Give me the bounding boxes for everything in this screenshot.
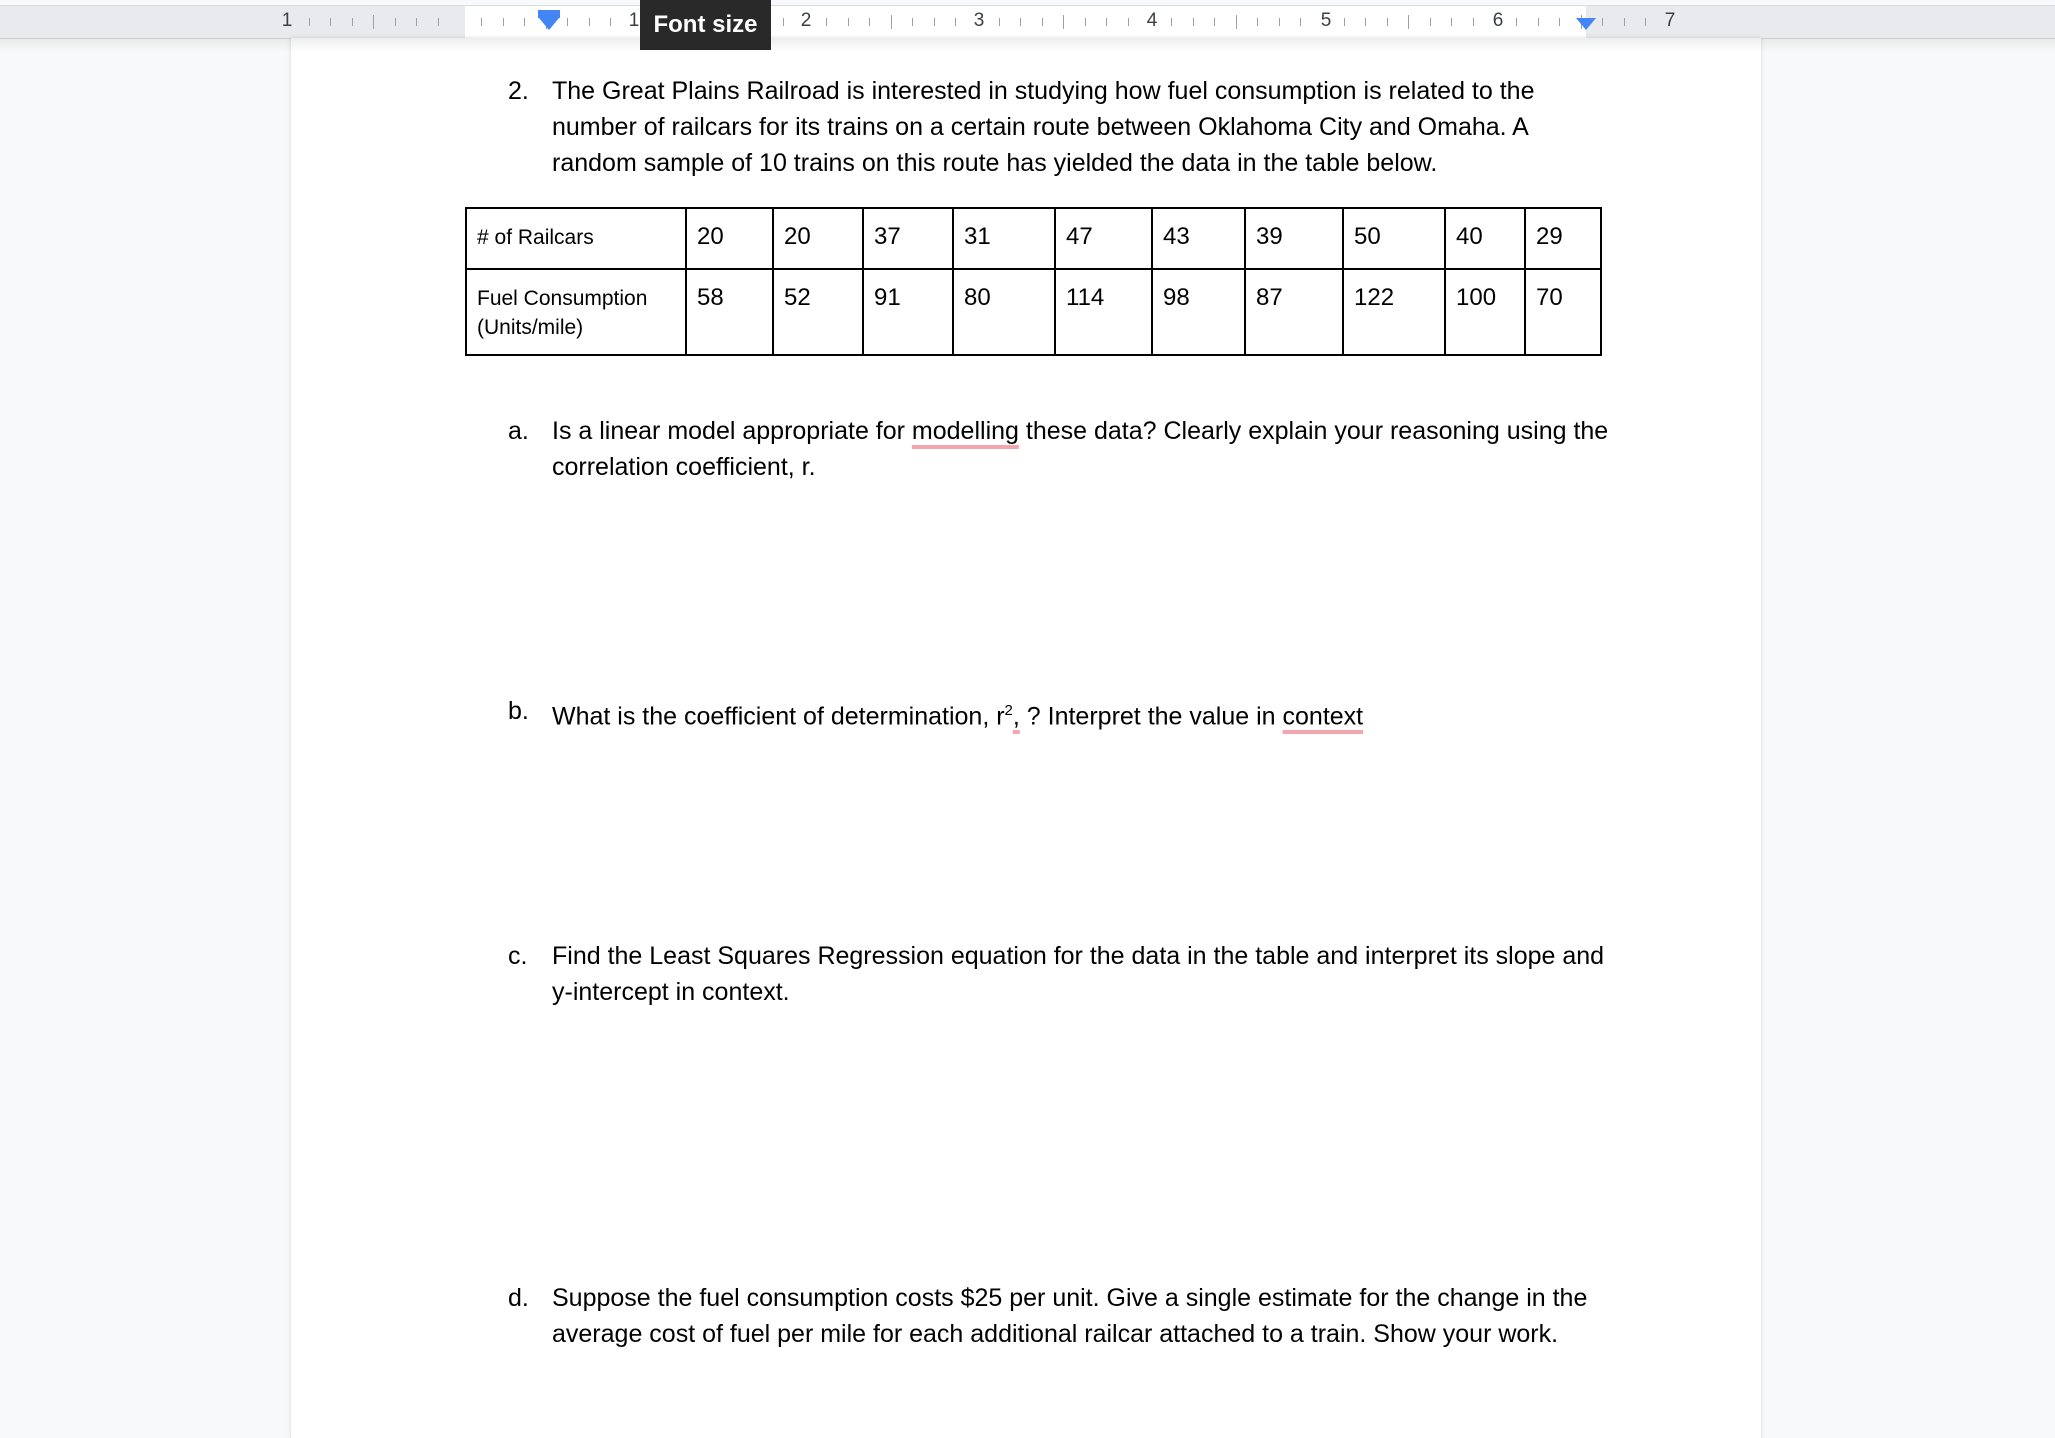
ruler-tick <box>1128 18 1129 26</box>
table-cell: 29 <box>1525 208 1601 269</box>
ruler-number: 2 <box>800 10 812 31</box>
ruler-tick <box>610 18 611 26</box>
ruler-tick <box>1300 18 1301 26</box>
font-size-tooltip: Font size <box>640 0 771 50</box>
ruler-tick <box>1106 18 1107 26</box>
ruler-tick <box>1602 18 1603 26</box>
table-cell: 31 <box>953 208 1055 269</box>
ruler-tick <box>1344 18 1345 26</box>
table-cell: 20 <box>686 208 773 269</box>
part-letter: a. <box>508 417 529 445</box>
ruler-tick <box>848 18 849 26</box>
table-row-railcars <box>466 208 1601 269</box>
table-cell: 50 <box>1343 208 1445 269</box>
ruler-tick <box>373 15 374 29</box>
horizontal-ruler[interactable] <box>0 5 2055 39</box>
ruler-tick <box>1236 15 1237 29</box>
superscript: 2 <box>1004 702 1013 719</box>
ruler-tick <box>503 18 504 26</box>
ruler-tick <box>1063 15 1064 29</box>
part-text: Find the Least Squares Regression equation for the data in the table and interpret its slope and y-intercept in context. <box>552 942 1605 1006</box>
table-cell: 20 <box>773 208 863 269</box>
ruler-tick <box>1408 15 1409 29</box>
table-cell: 70 <box>1525 269 1601 355</box>
document-page[interactable] <box>291 38 1761 1438</box>
ruler-tick <box>1085 18 1086 26</box>
spellcheck-underline-word[interactable]: modelling <box>911 417 1019 445</box>
table-cell: 87 <box>1245 269 1343 355</box>
part-letter: b. <box>508 697 529 725</box>
ruler-tick <box>567 18 568 26</box>
ruler-tick <box>352 18 353 26</box>
ruler-tick <box>891 15 892 29</box>
ruler-tick <box>1193 18 1194 26</box>
ruler-tick <box>481 18 482 26</box>
spellcheck-underline-word[interactable]: , <box>1012 702 1020 731</box>
data-table <box>465 207 1602 356</box>
part-letter: c. <box>508 942 528 970</box>
ruler-tick <box>330 18 331 26</box>
ruler-tick <box>1214 18 1215 26</box>
first-line-indent-handle[interactable] <box>538 10 560 18</box>
ruler-tick <box>955 18 956 26</box>
row-label: # of Railcars <box>466 208 686 269</box>
ruler-tick <box>934 18 935 26</box>
table-cell: 98 <box>1152 269 1245 355</box>
table-cell: 37 <box>863 208 953 269</box>
ruler-number: 4 <box>1146 10 1158 31</box>
ruler-tick <box>1473 18 1474 26</box>
ruler-number: 1 <box>281 10 293 31</box>
left-indent-marker-icon[interactable] <box>539 18 559 30</box>
ruler-tick <box>912 18 913 26</box>
ruler-number: 1 <box>628 10 640 31</box>
ruler-tick <box>1257 18 1258 26</box>
table-cell: 122 <box>1343 269 1445 355</box>
ruler-tick <box>1020 18 1021 26</box>
table-cell: 47 <box>1055 208 1152 269</box>
ruler-tick <box>1538 18 1539 26</box>
ruler-tick <box>1624 18 1625 26</box>
ruler-tick <box>1042 18 1043 26</box>
ruler-number: 6 <box>1492 10 1504 31</box>
ruler-tick <box>1516 18 1517 26</box>
ruler-tick <box>1171 18 1172 26</box>
table-cell: 100 <box>1445 269 1525 355</box>
part-text <box>552 693 1612 734</box>
table-cell: 52 <box>773 269 863 355</box>
table-cell: 91 <box>863 269 953 355</box>
text-run: ? Interpret the value in <box>1019 702 1283 731</box>
ruler-tick <box>826 18 827 26</box>
spellcheck-underline-word[interactable]: context <box>1282 702 1364 731</box>
text-run: What is the coefficient of determination, r <box>552 702 1005 731</box>
ruler-tick <box>1559 18 1560 26</box>
part-letter: d. <box>508 1284 529 1312</box>
ruler-tick <box>1365 18 1366 26</box>
text-run: these data? Clearly explain your reasoning using the correlation coefficient, r. <box>552 417 1609 481</box>
ruler-tick <box>869 18 870 26</box>
ruler-tick <box>1430 18 1431 26</box>
table-cell: 39 <box>1245 208 1343 269</box>
question-number: 2. <box>508 77 529 105</box>
ruler-tick <box>999 18 1000 26</box>
table-cell: 58 <box>686 269 773 355</box>
ruler-tick <box>1451 18 1452 26</box>
part-text: Suppose the fuel consumption costs $25 per unit. Give a single estimate for the change in the average cost of fuel per mile for each additional railcar attached to a train. Show your work. <box>552 1284 1588 1348</box>
ruler-tick <box>438 18 439 26</box>
ruler-tick <box>524 18 525 26</box>
table-row-fuel <box>466 269 1601 355</box>
ruler-tick <box>1645 18 1646 26</box>
table-cell: 40 <box>1445 208 1525 269</box>
row-label: Fuel Consumption (Units/mile) <box>466 269 686 355</box>
text-run: Is a linear model appropriate for <box>552 417 912 445</box>
ruler-number: 7 <box>1664 10 1676 31</box>
question-text: The Great Plains Railroad is interested in studying how fuel consumption is related to the number of railcars for its trains on a certain route between Oklahoma City and Omaha. A random sample of 10 trains on this route has yielded the data in the table below. <box>552 77 1535 177</box>
part-text <box>552 413 1612 485</box>
ruler-tick <box>309 18 310 26</box>
ruler-tick <box>1279 18 1280 26</box>
table-cell: 43 <box>1152 208 1245 269</box>
ruler-number: 3 <box>973 10 985 31</box>
table-cell: 80 <box>953 269 1055 355</box>
table-cell: 114 <box>1055 269 1152 355</box>
ruler-number: 5 <box>1320 10 1332 31</box>
right-indent-marker-icon[interactable] <box>1576 18 1596 30</box>
ruler-tick <box>1387 18 1388 26</box>
ruler-tick <box>783 18 784 26</box>
ruler-tick <box>395 18 396 26</box>
ruler-tick <box>589 18 590 26</box>
ruler-tick <box>416 18 417 26</box>
